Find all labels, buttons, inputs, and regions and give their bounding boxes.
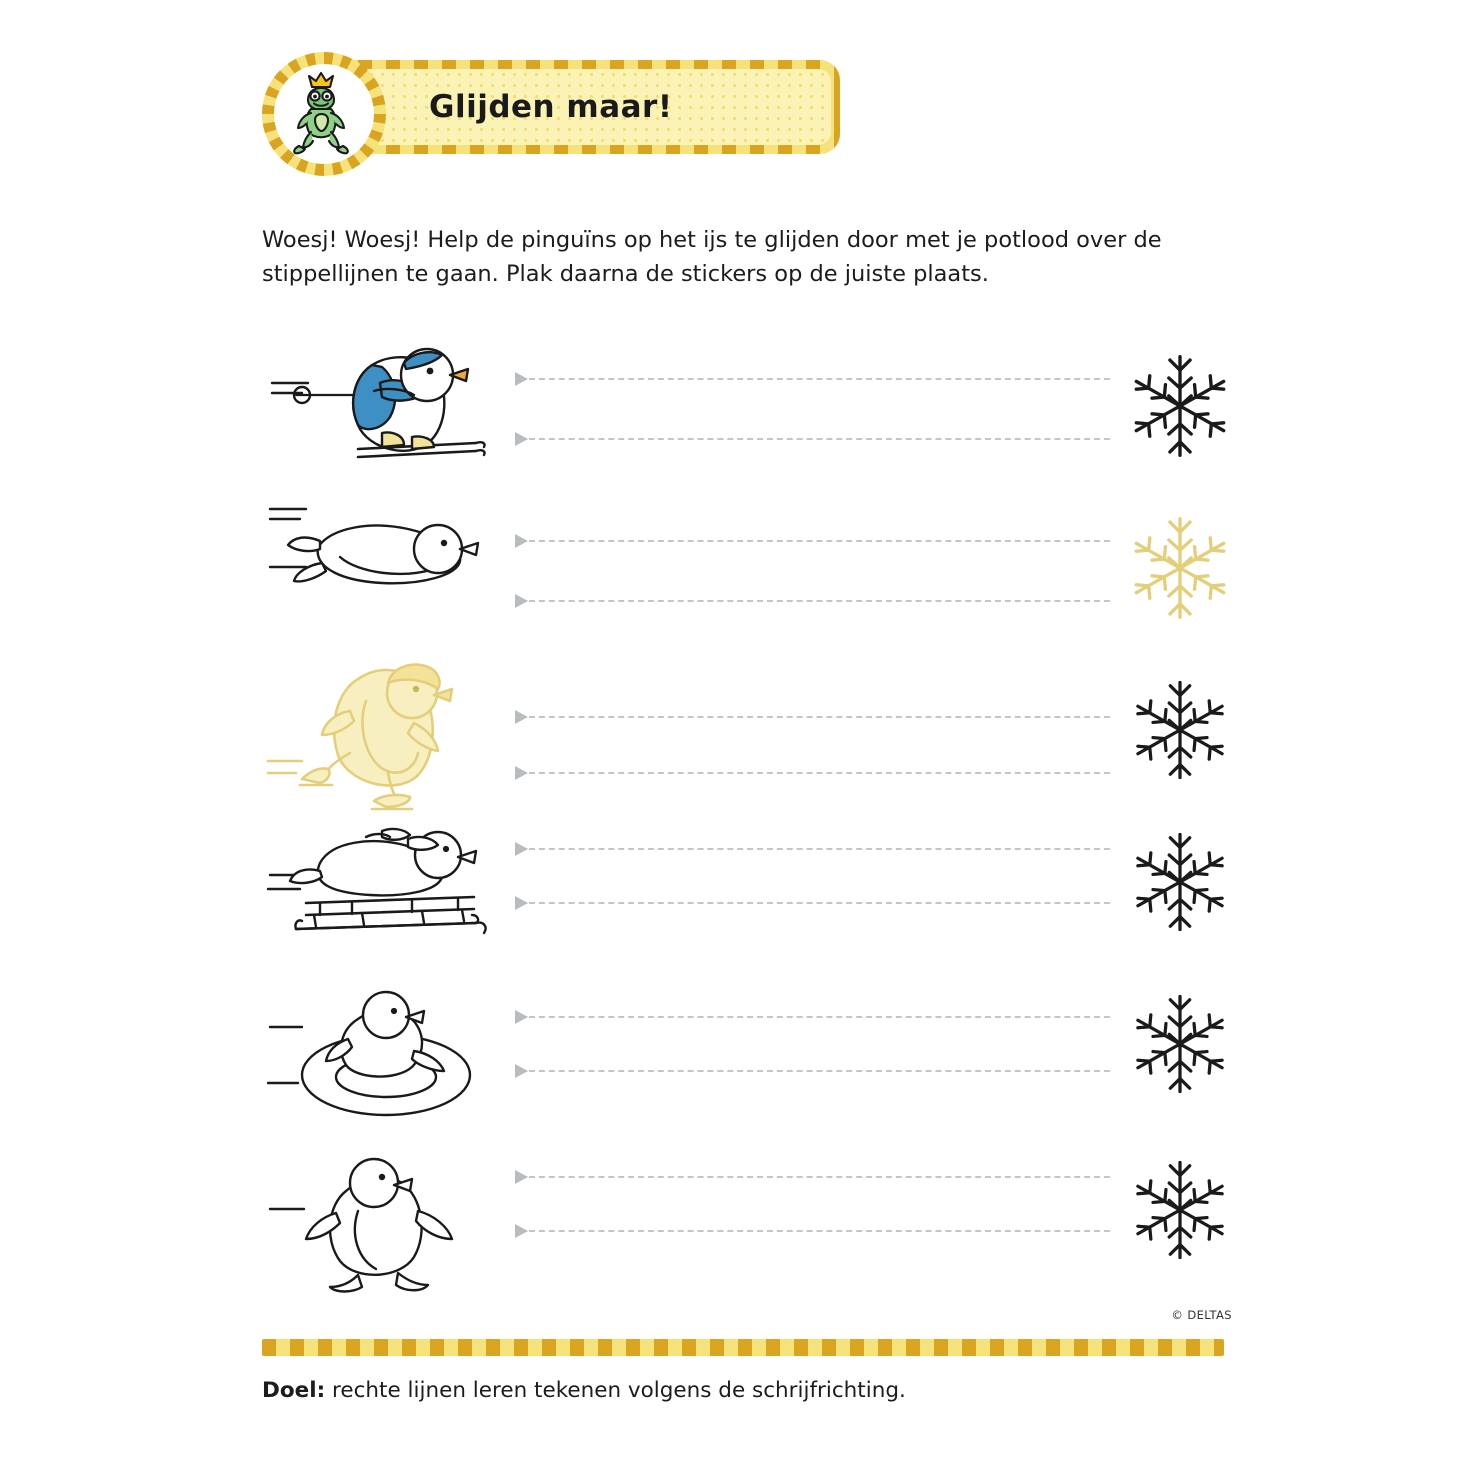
tracing-line[interactable] (515, 1065, 1110, 1077)
table-row (262, 325, 1242, 487)
dotted-line (529, 378, 1110, 380)
tracing-tracks (515, 649, 1110, 811)
tracing-line[interactable] (515, 1171, 1110, 1183)
tracing-line[interactable] (515, 843, 1110, 855)
banner-inner (311, 69, 831, 145)
table-row (262, 487, 1242, 649)
dotted-line (529, 1016, 1110, 1018)
dotted-line (529, 1070, 1110, 1072)
sticker-target[interactable] (1117, 1129, 1242, 1291)
penguin-walking-icon (262, 1135, 507, 1297)
title-banner (262, 52, 842, 162)
penguin-in-inner-tube-icon (262, 973, 507, 1135)
tracing-tracks (515, 325, 1110, 487)
tracing-line[interactable] (515, 373, 1110, 385)
tracing-line[interactable] (515, 767, 1110, 779)
dotted-line (529, 1176, 1110, 1178)
footer-divider (262, 1339, 1224, 1356)
sticker-target[interactable] (1117, 325, 1242, 487)
dotted-line (529, 540, 1110, 542)
tracing-tracks (515, 811, 1110, 973)
penguin-sliding-on-belly-icon (262, 487, 507, 649)
goal-text: rechte lijnen leren tekenen volgens de schrijfrichting. (332, 1378, 906, 1403)
dotted-line (529, 438, 1110, 440)
goal-label: Doel: (262, 1378, 326, 1403)
tracing-tracks (515, 973, 1110, 1135)
table-row (262, 811, 1242, 973)
exercise-rows (262, 325, 1242, 1297)
arrow-right-icon (515, 896, 528, 910)
snowflake-icon (1126, 990, 1234, 1098)
tracing-line[interactable] (515, 897, 1110, 909)
penguin-ice-skating-icon (262, 649, 507, 811)
snowflake-icon (1126, 828, 1234, 936)
dotted-line (529, 902, 1110, 904)
snowflake-icon (1126, 676, 1234, 784)
table-row (262, 649, 1242, 811)
sticker-target[interactable] (1117, 649, 1242, 811)
arrow-right-icon (515, 1010, 528, 1024)
goal-line (262, 1378, 906, 1403)
dotted-line (529, 600, 1110, 602)
penguin-skiing-icon (262, 325, 507, 487)
arrow-right-icon (515, 1224, 528, 1238)
table-row (262, 973, 1242, 1135)
arrow-right-icon (515, 842, 528, 856)
tracing-line[interactable] (515, 1225, 1110, 1237)
snowflake-icon (1124, 350, 1236, 462)
instructions-text: Woesj! Woesj! Help de pinguïns op het ijs te glijden door met je potlood over de stippellijnen te gaan. Plak daarna de stickers op de juiste plaats. (262, 226, 1162, 288)
arrow-right-icon (515, 1170, 528, 1184)
snowflake-icon (1124, 512, 1236, 624)
sticker-target[interactable] (1117, 801, 1242, 963)
arrow-right-icon (515, 1064, 528, 1078)
tracing-tracks (515, 487, 1110, 649)
arrow-right-icon (515, 372, 528, 386)
tracing-line[interactable] (515, 1011, 1110, 1023)
dotted-line (529, 1230, 1110, 1232)
dotted-line (529, 772, 1110, 774)
tracing-line[interactable] (515, 433, 1110, 445)
arrow-right-icon (515, 534, 528, 548)
dotted-line (529, 716, 1110, 718)
tracing-line[interactable] (515, 535, 1110, 547)
sticker-target[interactable] (1117, 963, 1242, 1125)
tracing-line[interactable] (515, 711, 1110, 723)
arrow-right-icon (515, 432, 528, 446)
tracing-tracks (515, 1135, 1110, 1297)
frog-with-crown-icon (278, 68, 370, 160)
tracing-line[interactable] (515, 595, 1110, 607)
sticker-target[interactable] (1117, 487, 1242, 649)
copyright-notice: © DELTAS (1171, 1308, 1232, 1322)
penguin-on-sled-icon (262, 811, 507, 973)
mascot-badge-inner (274, 64, 374, 164)
snowflake-icon (1126, 1156, 1234, 1264)
arrow-right-icon (515, 594, 528, 608)
dotted-line (529, 848, 1110, 850)
arrow-right-icon (515, 766, 528, 780)
page-title: Glijden maar! (429, 89, 673, 125)
table-row (262, 1135, 1242, 1297)
mascot-badge (262, 52, 386, 176)
arrow-right-icon (515, 710, 528, 724)
